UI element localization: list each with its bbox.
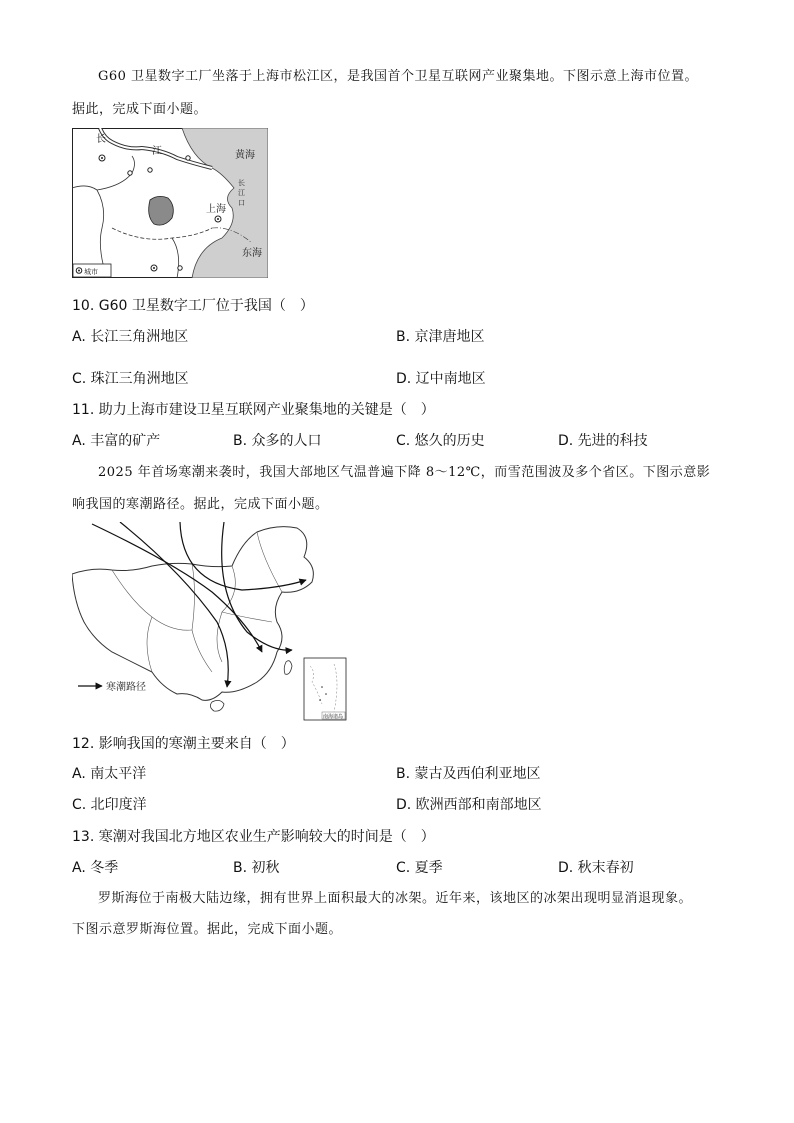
passage-3-line-2: 下图示意罗斯海位置。据此，完成下面小题。 — [72, 922, 343, 937]
question-11-stem: 11. 助力上海市建设卫星互联网产业聚集地的关键是（ ） — [72, 402, 435, 418]
cold-wave-path-map — [72, 522, 350, 722]
q10-option-c[interactable]: C. 珠江三角洲地区 — [72, 371, 189, 387]
q12-option-a[interactable]: A. 南太平洋 — [72, 766, 147, 782]
label-jiang: 江 — [152, 146, 162, 157]
inset-label: 南海诸岛 — [323, 714, 344, 720]
q11-option-b[interactable]: B. 众多的人口 — [233, 433, 322, 449]
q13-option-d[interactable]: D. 秋末春初 — [558, 860, 634, 876]
china-outline — [72, 527, 313, 701]
passage-1-line-2: 据此，完成下面小题。 — [72, 102, 208, 117]
q12-option-c[interactable]: C. 北印度洋 — [72, 797, 147, 813]
q11-option-d[interactable]: D. 先进的科技 — [558, 433, 648, 449]
taiwan-island — [284, 661, 292, 675]
q10-option-d[interactable]: D. 辽中南地区 — [396, 371, 486, 387]
label-huanghai: 黄海 — [235, 150, 255, 161]
passage-1-line-1: G60 卫星数字工厂坐落于上海市松江区，是我国首个卫星互联网产业聚集地。下图示意上海市位置。 — [98, 69, 699, 84]
hainan-island — [210, 700, 224, 711]
q12-option-d[interactable]: D. 欧洲西部和南部地区 — [396, 797, 542, 813]
q13-option-c[interactable]: C. 夏季 — [396, 860, 443, 876]
label-donghai: 东海 — [242, 248, 262, 259]
q11-option-c[interactable]: C. 悠久的历史 — [396, 433, 485, 449]
q13-option-b[interactable]: B. 初秋 — [233, 860, 280, 876]
q11-option-a[interactable]: A. 丰富的矿产 — [72, 433, 161, 449]
q10-option-b[interactable]: B. 京津唐地区 — [396, 329, 485, 345]
label-changjiangkou-2: 江 — [238, 189, 245, 197]
passage-3-line-1: 罗斯海位于南极大陆边缘，拥有世界上面积最大的冰架。近年来，该地区的冰架出现明显消退现象。 — [98, 891, 693, 906]
label-shanghai: 上海 — [206, 204, 226, 215]
legend-city-label: 城市 — [84, 268, 98, 276]
passage-2-line-2: 响我国的寒潮路径。据此，完成下面小题。 — [72, 497, 329, 512]
question-10-stem: 10. G60 卫星数字工厂位于我国（ ） — [72, 298, 314, 314]
legend-cold-wave-label: 寒潮路径 — [106, 682, 146, 693]
taihu-lake — [149, 196, 174, 225]
label-chang: 长 — [96, 134, 106, 145]
q10-option-a[interactable]: A. 长江三角洲地区 — [72, 329, 189, 345]
passage-2-line-1: 2025 年首场寒潮来袭时，我国大部地区气温普遍下降 8～12℃，而雪范围波及多个省区。下图示意影 — [98, 465, 711, 480]
label-changjiangkou-1: 长 — [238, 179, 245, 187]
q12-option-b[interactable]: B. 蒙古及西伯利亚地区 — [396, 766, 541, 782]
label-changjiangkou-3: 口 — [238, 199, 245, 207]
shanghai-location-map — [72, 128, 268, 278]
question-13-stem: 13. 寒潮对我国北方地区农业生产影响较大的时间是（ ） — [72, 829, 435, 845]
q13-option-a[interactable]: A. 冬季 — [72, 860, 119, 876]
question-12-stem: 12. 影响我国的寒潮主要来自（ ） — [72, 736, 295, 752]
